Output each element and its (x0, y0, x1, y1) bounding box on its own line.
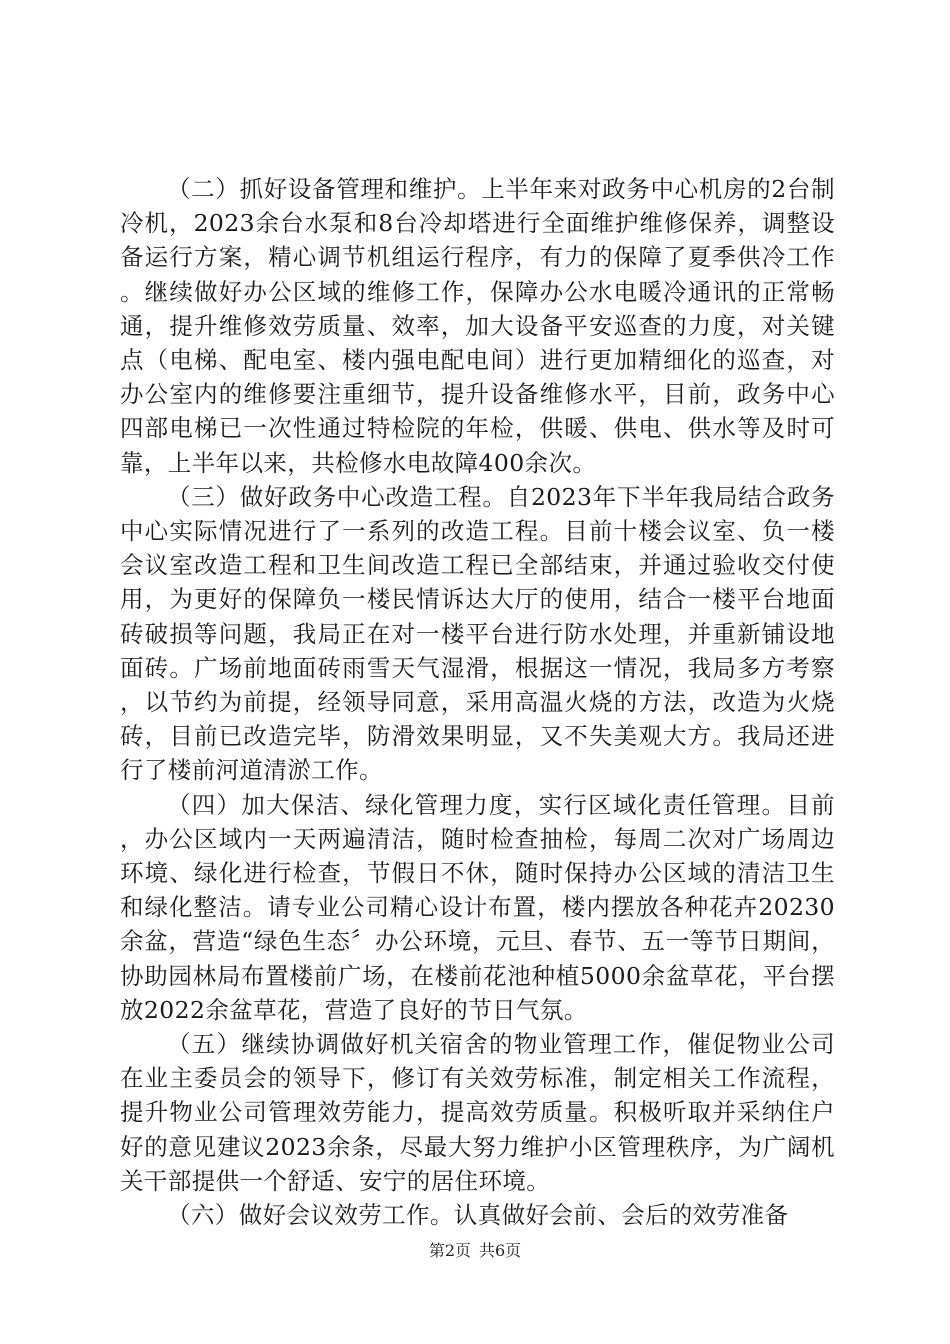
page-number: 第2页 (428, 1241, 471, 1260)
paragraph-renovation-project: （三）做好政务中心改造工程。自2023年下半年我局结合政务中心实际情况进行了一系列的改造工程。目前十楼会议室、负一楼会议室改造工程和卫生间改造工程已全部结束，并通过验收交付使用，为更好的保障负一楼民情诉达大厅的使用，结合一楼平台地面砖破损等问题，我局正在对一楼平台进行防水处理，并重新铺设地面砖。广场前地面砖雨雪天气湿滑，根据这一情况，我局多方考察，以节约为前提，经领导同意，采用高温火烧的方法，改造为火烧砖，目前已改造完毕，防滑效果明显，又不失美观大方。我局还进行了楼前河道清淤工作。 (120, 482, 835, 785)
document-body (120, 172, 835, 1232)
paragraph-cleaning-greening: （四）加大保洁、绿化管理力度，实行区域化责任管理。目前，办公区域内一天两遍清洁，随时检查抽检，每周二次对广场周边环境、绿化进行检查，节假日不休，随时保持办公区域的清洁卫生和绿化整洁。请专业公司精心设计布置，楼内摆放各种花卉20230余盆，营造“绿色生态〞办公环境，元旦、春节、五一等节日期间，协助园林局布置楼前广场，在楼前花池种植5000余盆草花，平台摆放2022余盆草花，营造了良好的节日气氛。 (120, 790, 835, 1024)
paragraph-equipment-maintenance: （二）抓好设备管理和维护。上半年来对政务中心机房的2台制冷机，2023余台水泵和8台冷却塔进行全面维护维修保养，调整设备运行方案，精心调节机组运行程序，有力的保障了夏季供冷工作。继续做好办公区域的维修工作，保障办公水电暖冷通讯的正常畅通，提升维修效劳质量、效率，加大设备平安巡查的力度，对关键点（电梯、配电室、楼内强电配电间）进行更加精细化的巡查，对办公室内的维修要注重细节，提升设备维修水平，目前，政务中心四部电梯已一次性通过特检院的年检，供暖、供电、供水等及时可靠，上半年以来，共检修水电故障400余次。 (120, 175, 835, 477)
paragraph-meeting-service: （六）做好会议效劳工作。认真做好会前、会后的效劳准备 (167, 1201, 789, 1230)
page-total: 共6页 (479, 1241, 522, 1260)
paragraph-dormitory-property: （五）继续协调做好机关宿舍的物业管理工作，催促物业公司在业主委员会的领导下，修订有关效劳标准，制定相关工作流程，提升物业公司管理效劳能力，提高效劳质量。积极听取并采纳住户好的意见建议2023余条，尽最大努力维护小区管理秩序，为广阔机关干部提供一个舒适、安宁的居住环境。 (120, 1030, 835, 1195)
page-footer (0, 1241, 950, 1261)
